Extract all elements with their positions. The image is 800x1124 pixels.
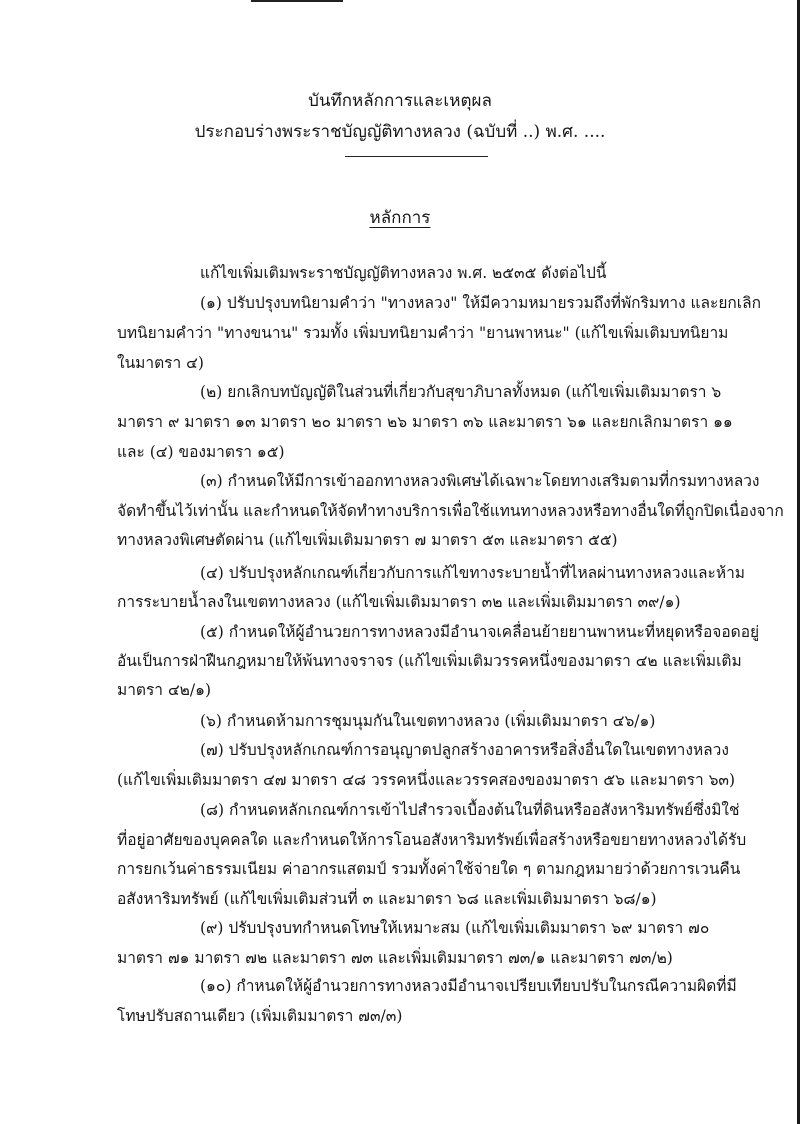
item-4-line-2: การระบายน้ำลงในเขตทางหลวง (แก้ไขเพิ่มเติมมาตรา ๓๒ และเพิ่มเติมมาตรา ๓๙/๑)	[117, 593, 681, 611]
item-2-line-2: มาตรา ๙ มาตรา ๑๓ มาตรา ๒๐ มาตรา ๒๖ มาตรา ๓๖ และมาตรา ๖๑ และยกเลิกมาตรา ๑๑	[117, 413, 733, 431]
document-title: บันทึกหลักการและเหตุผล	[308, 91, 492, 111]
item-6-line-1: (๖) กำหนดห้ามการชุมนุมกันในเขตทางหลวง (เพิ่มเติมมาตรา ๔๖/๑)	[200, 712, 656, 730]
top-rule	[251, 0, 343, 2]
item-7-line-2: (แก้ไขเพิ่มเติมมาตรา ๔๗ มาตรา ๔๘ วรรคหนึ่งและวรรคสองของมาตรา ๕๖ และมาตรา ๖๓)	[117, 771, 736, 789]
item-9-line-1: (๙) ปรับปรุงบทกำหนดโทษให้เหมาะสม (แก้ไขเพิ่มเติมมาตรา ๖๙ มาตรา ๗๐	[200, 919, 710, 937]
item-10-line-2: โทษปรับสถานเดียว (เพิ่มเติมมาตรา ๗๓/๓)	[117, 1007, 403, 1025]
title-divider	[345, 156, 488, 157]
item-8-line-4: อสังหาริมทรัพย์ (แก้ไขเพิ่มเติมส่วนที่ ๓ และมาตรา ๖๘ และเพิ่มเติมมาตรา ๖๘/๑)	[117, 890, 657, 908]
section-heading: หลักการ	[369, 208, 431, 228]
item-2-line-3: และ (๔) ของมาตรา ๑๕)	[117, 443, 285, 461]
item-8-line-1: (๘) กำหนดหลักเกณฑ์การเข้าไปสำรวจเบื้องต้นในที่ดินหรืออสังหาริมทรัพย์ซึ่งมิใช่	[200, 801, 740, 819]
item-1-line-2: บทนิยามคำว่า "ทางขนาน" รวมทั้ง เพิ่มบทนิยามคำว่า "ยานพาหนะ" (แก้ไขเพิ่มเติมบทนิยาม	[117, 324, 729, 342]
item-5-line-1: (๕) กำหนดให้ผู้อำนวยการทางหลวงมีอำนาจเคลื่อนย้ายยานพาหนะที่หยุดหรือจอดอยู่	[200, 623, 760, 641]
item-1-line-1: (๑) ปรับปรุงบทนิยามคำว่า "ทางหลวง" ให้มีความหมายรวมถึงที่พักริมทาง และยกเลิก	[200, 294, 761, 312]
item-3-line-1: (๓) กำหนดให้มีการเข้าออกทางหลวงพิเศษได้เฉพาะโดยทางเสริมตามที่กรมทางหลวง	[200, 472, 760, 490]
item-8-line-3: การยกเว้นค่าธรรมเนียม ค่าอากรแสตมป์ รวมทั้งค่าใช้จ่ายใด ๆ ตามกฎหมายว่าด้วยการเวนคืน	[117, 860, 741, 878]
item-5-line-3: มาตรา ๔๒/๑)	[117, 681, 211, 699]
item-9-line-2: มาตรา ๗๑ มาตรา ๗๒ และมาตรา ๗๓ และเพิ่มเติมมาตรา ๗๓/๑ และมาตรา ๗๓/๒)	[117, 949, 673, 967]
item-8-line-2: ที่อยู่อาศัยของบุคคลใด และกำหนดให้การโอนอสังหาริมทรัพย์เพื่อสร้างหรือขยายทางหลวงได้รับ	[117, 831, 747, 849]
item-7-line-1: (๗) ปรับปรุงหลักเกณฑ์การอนุญาตปลูกสร้างอาคารหรือสิ่งอื่นใดในเขตทางหลวง	[200, 741, 729, 759]
item-2-line-1: (๒) ยกเลิกบทบัญญัติในส่วนที่เกี่ยวกับสุขาภิบาลทั้งหมด (แก้ไขเพิ่มเติมมาตรา ๖	[200, 383, 722, 401]
intro-line: แก้ไขเพิ่มเติมพระราชบัญญัติทางหลวง พ.ศ. ๒๕๓๕ ดังต่อไปนี้	[200, 264, 607, 282]
document-subtitle: ประกอบร่างพระราชบัญญัติทางหลวง (ฉบับที่ ..) พ.ศ. ....	[194, 122, 606, 142]
item-4-line-1: (๔) ปรับปรุงหลักเกณฑ์เกี่ยวกับการแก้ไขทางระบายน้ำที่ไหลผ่านทางหลวงและห้าม	[200, 564, 745, 582]
item-3-line-2: จัดทำขึ้นไว้เท่านั้น และกำหนดให้จัดทำทางบริการเพื่อใช้แทนทางหลวงหรือทางอื่นใดที่ถูกปิดเนื่องจาก	[117, 502, 784, 520]
item-1-line-3: ในมาตรา ๔)	[117, 354, 204, 372]
item-3-line-3: ทางหลวงพิเศษตัดผ่าน (แก้ไขเพิ่มเติมมาตรา ๗ มาตรา ๕๓ และมาตรา ๕๕)	[117, 531, 618, 549]
item-10-line-1: (๑๐) กำหนดให้ผู้อำนวยการทางหลวงมีอำนาจเปรียบเทียบปรับในกรณีความผิดที่มี	[200, 977, 737, 995]
item-5-line-2: อันเป็นการฝ่าฝืนกฎหมายให้พ้นทางจราจร (แก้ไขเพิ่มเติมวรรคหนึ่งของมาตรา ๔๒ และเพิ่มเติม	[117, 652, 742, 670]
